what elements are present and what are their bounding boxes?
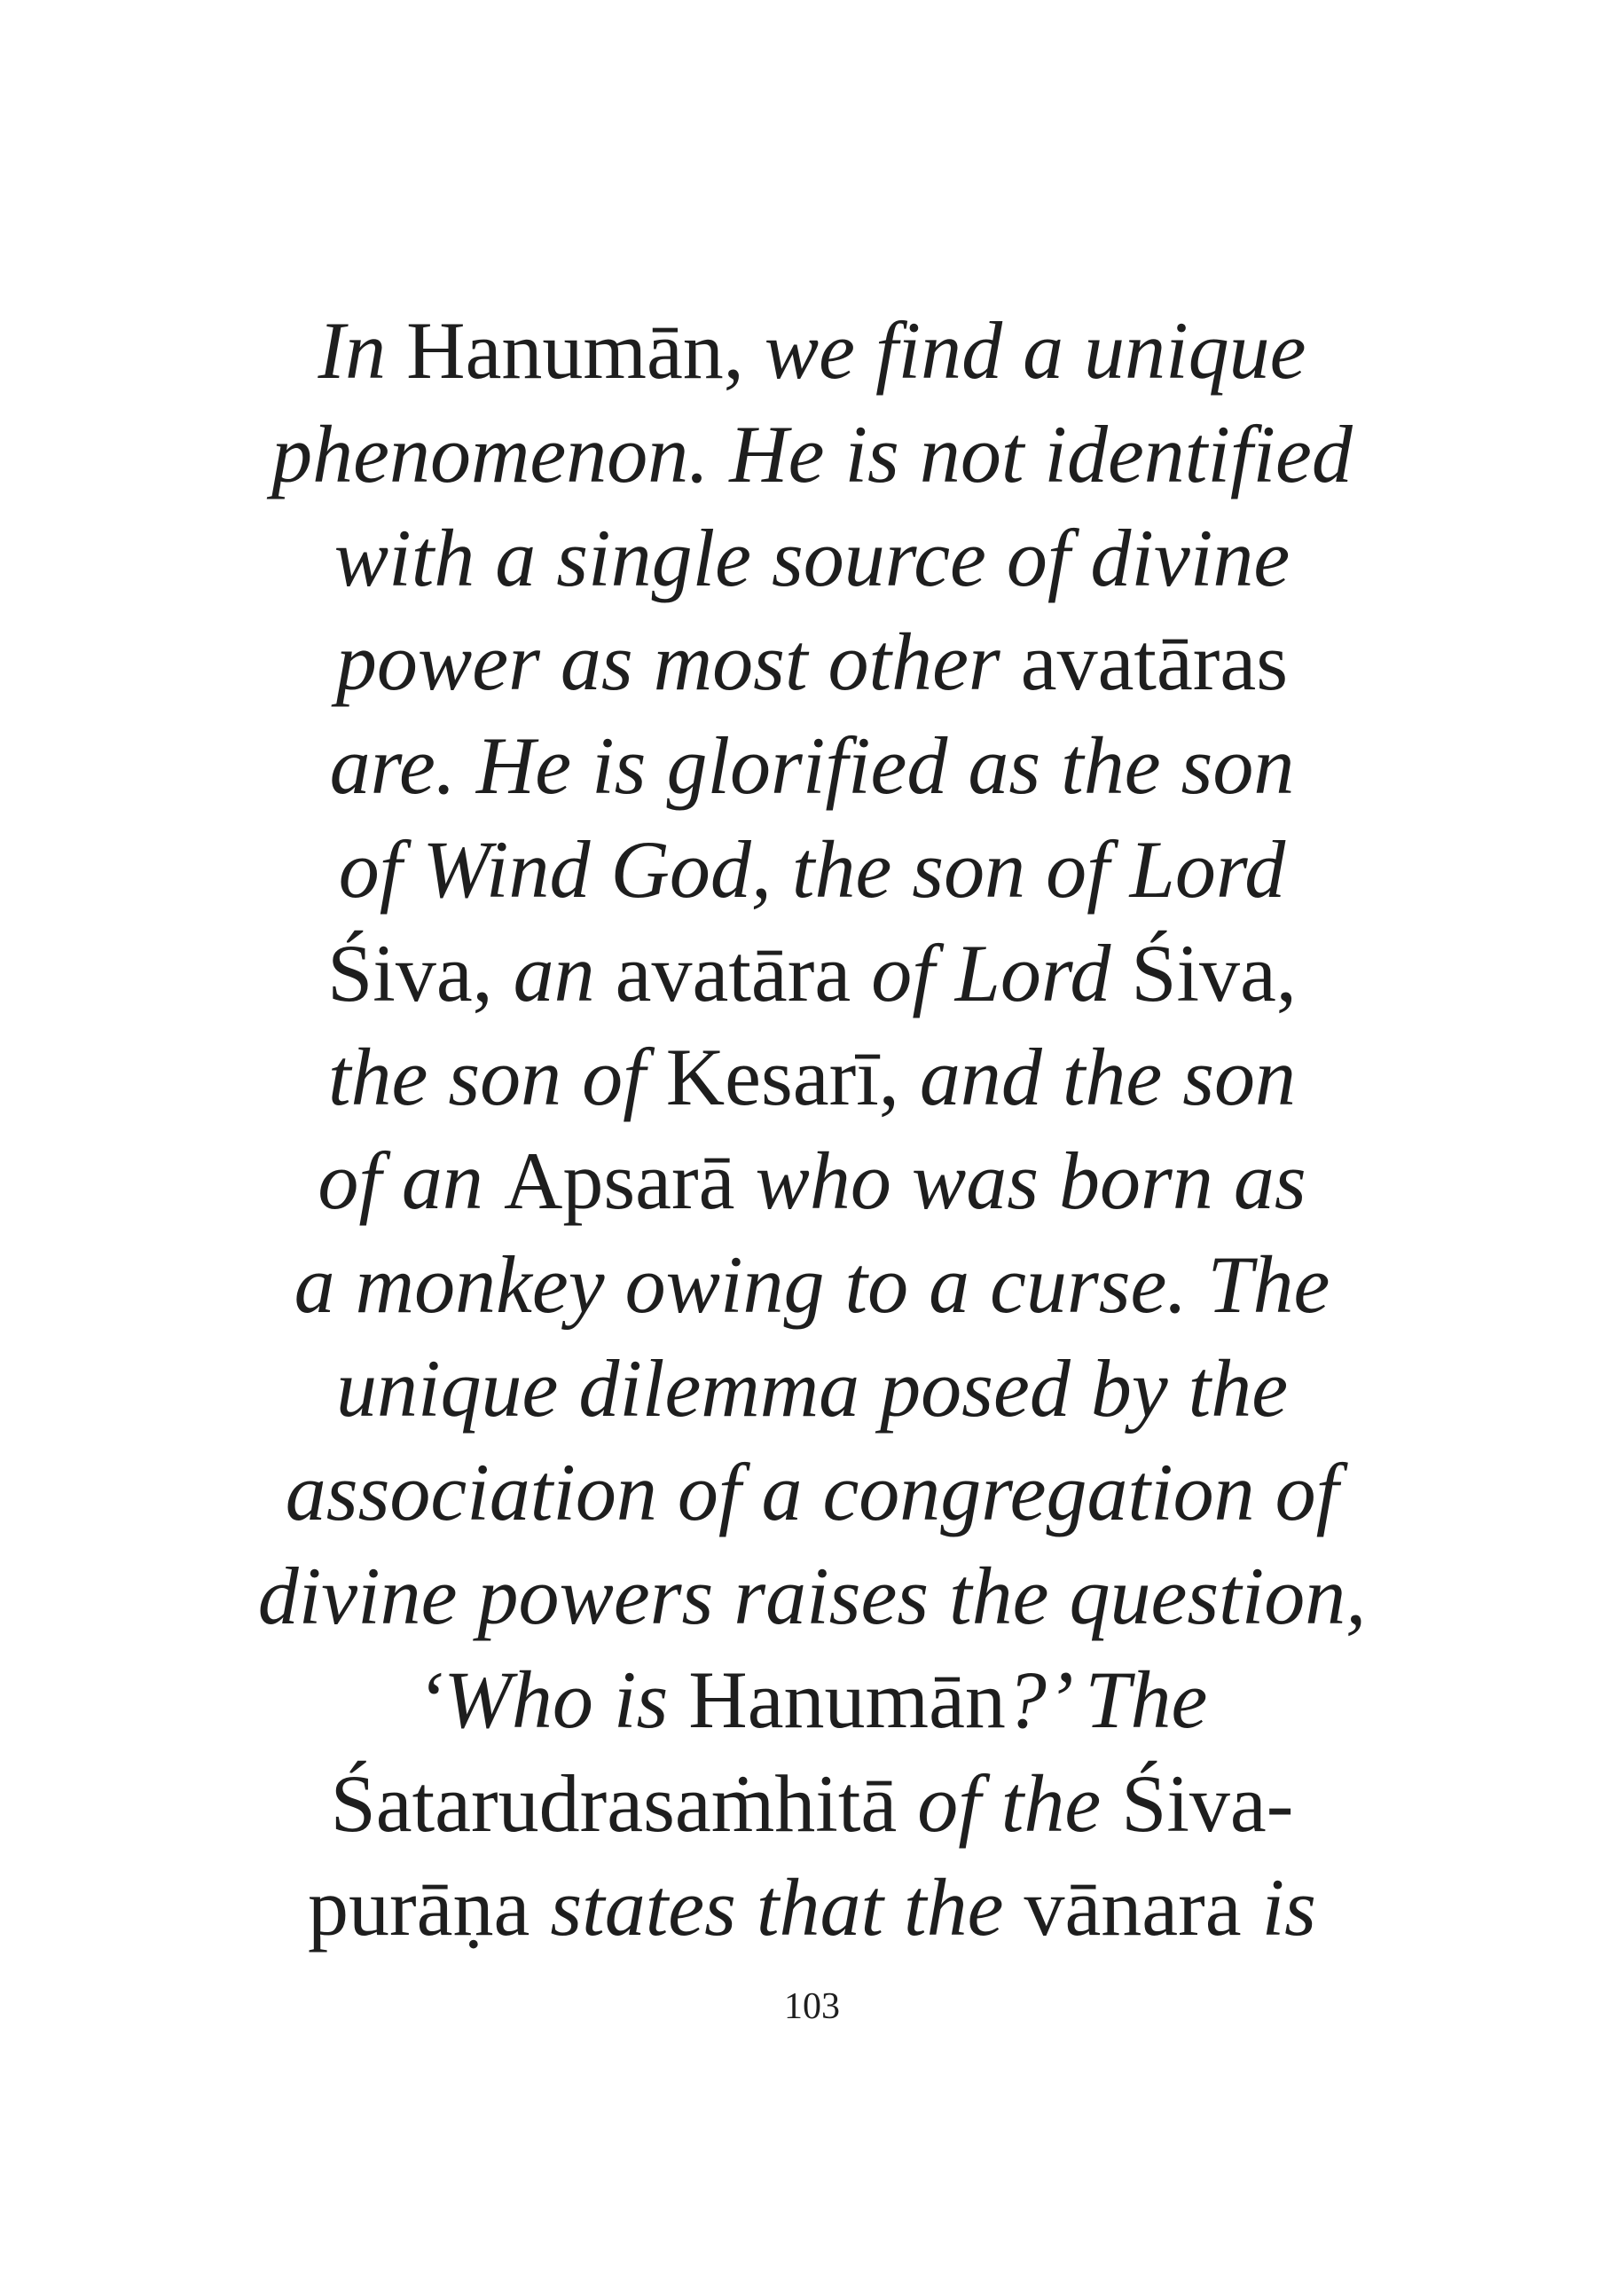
text-line [103, 1233, 1522, 1337]
text-line [103, 1025, 1522, 1129]
text-line [103, 922, 1522, 1025]
sanskrit-term: vānara [1024, 1862, 1242, 1953]
text-line [103, 299, 1522, 403]
text-line [103, 1544, 1522, 1648]
sanskrit-term: Śatarudrasaṁhitā [330, 1758, 898, 1849]
text-segment: power as most other [335, 617, 1021, 707]
text-line [103, 403, 1522, 507]
text-segment: of Lord [851, 928, 1132, 1018]
sanskrit-term: Hanumān [688, 1654, 1006, 1745]
text-line [103, 1752, 1522, 1856]
text-line [103, 1441, 1522, 1544]
text-line [103, 818, 1522, 922]
text-line [103, 1337, 1522, 1441]
sanskrit-term: Śiva, [327, 928, 493, 1018]
text-segment: the son of [327, 1032, 666, 1122]
text-segment: ‘Who is [416, 1654, 689, 1745]
text-segment: unique dilemma posed by the [335, 1343, 1289, 1434]
text-segment: of the [897, 1758, 1122, 1849]
sanskrit-term: avatāras [1020, 617, 1289, 707]
text-segment: a monkey owing to a curse. The [294, 1239, 1330, 1330]
text-segment: phenomenon. He is not identified [271, 409, 1353, 499]
text-line [103, 507, 1522, 610]
text-segment: are. He is glorified as the son [329, 720, 1295, 811]
sanskrit-term: Apsarā [503, 1136, 735, 1226]
sanskrit-term: Kesarī, [665, 1032, 899, 1122]
sanskrit-term: avatāra [615, 928, 851, 1018]
page-number: 103 [784, 1986, 840, 2027]
body-text [103, 299, 1522, 2025]
text-segment: with a single source of divine [333, 513, 1291, 603]
sanskrit-term: Śiva, [1131, 928, 1297, 1018]
text-segment: who was born as [734, 1136, 1306, 1226]
text-line [103, 714, 1522, 818]
text-segment: ?’ The [1005, 1654, 1208, 1745]
text-segment: we find a unique [743, 305, 1306, 396]
text-line [103, 1856, 1522, 1960]
text-segment: association of a congregation of [285, 1447, 1339, 1537]
sanskrit-term: Hanumān, [406, 305, 744, 396]
text-line [103, 1129, 1522, 1233]
text-segment: states that the [530, 1862, 1024, 1953]
text-segment: is [1241, 1862, 1316, 1953]
sanskrit-term: Śiva- [1121, 1758, 1294, 1849]
sanskrit-term: purāṇa [308, 1862, 530, 1953]
text-segment: divine powers raises the question, [257, 1551, 1367, 1641]
text-segment: and the son [898, 1032, 1297, 1122]
text-segment: an [492, 928, 616, 1018]
text-segment: In [318, 305, 407, 396]
text-segment: of Wind God, the son of Lord [338, 824, 1286, 915]
text-line [103, 1648, 1522, 1752]
text-segment: of an [318, 1136, 504, 1226]
text-line [103, 610, 1522, 714]
